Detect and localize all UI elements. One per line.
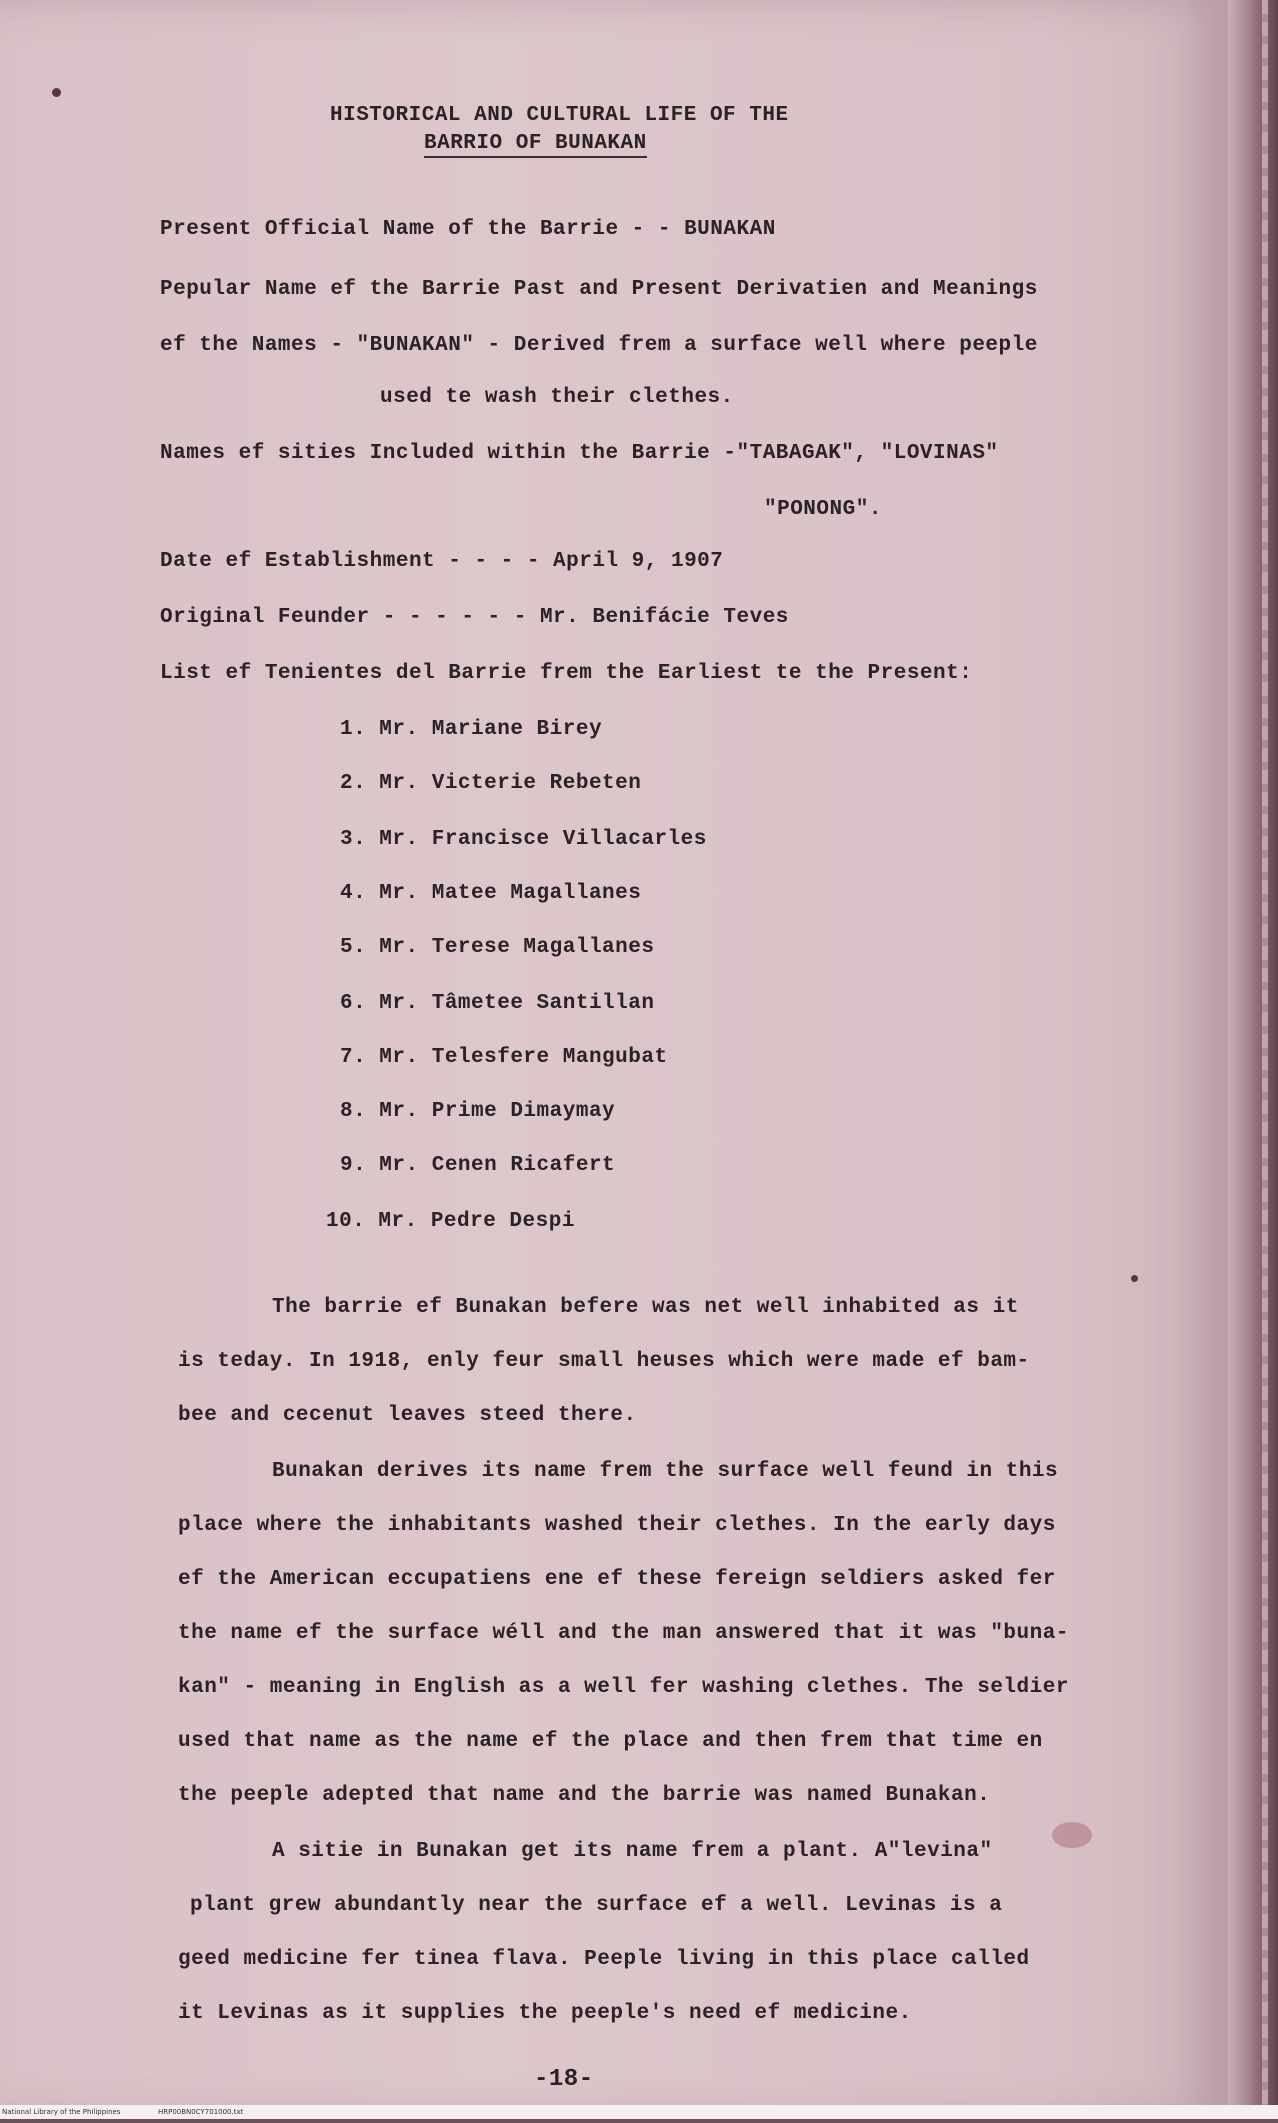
popular-name-line-1: Pepular Name ef the Barrie Past and Present Derivatien and Meanings xyxy=(160,278,1038,301)
teniente-item: 6. Mr. Tâmetee Santillan xyxy=(340,992,655,1015)
title-line-2: BARRIO OF BUNAKAN xyxy=(424,132,647,158)
page-number: -18- xyxy=(534,2066,594,2093)
popular-name-line-3: used te wash their clethes. xyxy=(380,386,734,409)
ink-spot xyxy=(52,88,61,97)
paragraph-2-line: the peeple adepted that name and the barrie was named Bunakan. xyxy=(178,1784,991,1807)
date-of-establishment: Date ef Establishment - - - - April 9, 1907 xyxy=(160,550,724,573)
paragraph-2-line: used that name as the name ef the place and then frem that time en xyxy=(178,1730,1043,1753)
scan-footer xyxy=(0,2105,1278,2119)
stain xyxy=(1052,1822,1092,1848)
book-spine xyxy=(1228,0,1278,2123)
teniente-item: 8. Mr. Prime Dimaymay xyxy=(340,1100,616,1123)
sitios-line-1: Names ef sities Included within the Barrie -"TABAGAK", "LOVINAS" xyxy=(160,442,999,465)
title-line-1: HISTORICAL AND CULTURAL LIFE OF THE xyxy=(330,104,789,127)
teniente-item: 1. Mr. Mariane Birey xyxy=(340,718,603,741)
paragraph-2-line: kan" - meaning in English as a well fer washing clethes. The seldier xyxy=(178,1676,1069,1699)
page-edges xyxy=(1262,0,1268,2123)
paragraph-1-line: bee and cecenut leaves steed there. xyxy=(178,1404,637,1427)
paragraph-1-line: The barrie ef Bunakan befere was net well inhabited as it xyxy=(272,1296,1019,1319)
paragraph-3-line: geed medicine fer tinea flava. Peeple living in this place called xyxy=(178,1948,1030,1971)
paragraph-2-line: ef the American eccupatiens ene ef these fereign seldiers asked fer xyxy=(178,1568,1056,1591)
paragraph-3-line: it Levinas as it supplies the peeple's need ef medicine. xyxy=(178,2002,912,2025)
ink-spot xyxy=(1131,1275,1138,1282)
paragraph-3-line: plant grew abundantly near the surface ef a well. Levinas is a xyxy=(190,1894,1003,1917)
teniente-item: 10. Mr. Pedre Despi xyxy=(326,1210,575,1233)
bottom-strip xyxy=(0,2119,1278,2123)
paragraph-3-line: A sitie in Bunakan get its name frem a plant. A"levina" xyxy=(272,1840,993,1863)
teniente-item: 3. Mr. Francisce Villacarles xyxy=(340,828,707,851)
teniente-item: 5. Mr. Terese Magallanes xyxy=(340,936,655,959)
paragraph-1-line: is teday. In 1918, enly feur small heuses which were made ef bam- xyxy=(178,1350,1030,1373)
teniente-item: 7. Mr. Telesfere Mangubat xyxy=(340,1046,668,1069)
footer-file-id: HRP00BN0CY701000.txt xyxy=(158,2108,244,2116)
paragraph-2-line: the name ef the surface wéll and the man answered that it was "buna- xyxy=(178,1622,1069,1645)
paragraph-2-line: Bunakan derives its name frem the surface well feund in this xyxy=(272,1460,1059,1483)
teniente-item: 9. Mr. Cenen Ricafert xyxy=(340,1154,616,1177)
teniente-item: 2. Mr. Victerie Rebeten xyxy=(340,772,642,795)
popular-name-line-2: ef the Names - "BUNAKAN" - Derived frem a surface well where peeple xyxy=(160,334,1038,357)
sitios-line-2: "PONONG". xyxy=(764,498,882,521)
teniente-item: 4. Mr. Matee Magallanes xyxy=(340,882,642,905)
paragraph-2-line: place where the inhabitants washed their clethes. In the early days xyxy=(178,1514,1056,1537)
official-name: Present Official Name of the Barrie - - BUNAKAN xyxy=(160,218,776,241)
footer-library-name: National Library of the Philippines xyxy=(2,2108,121,2116)
original-founder: Original Feunder - - - - - - Mr. Benifácie Teves xyxy=(160,606,789,629)
tenientes-heading: List ef Tenientes del Barrie frem the Earliest te the Present: xyxy=(160,662,973,685)
